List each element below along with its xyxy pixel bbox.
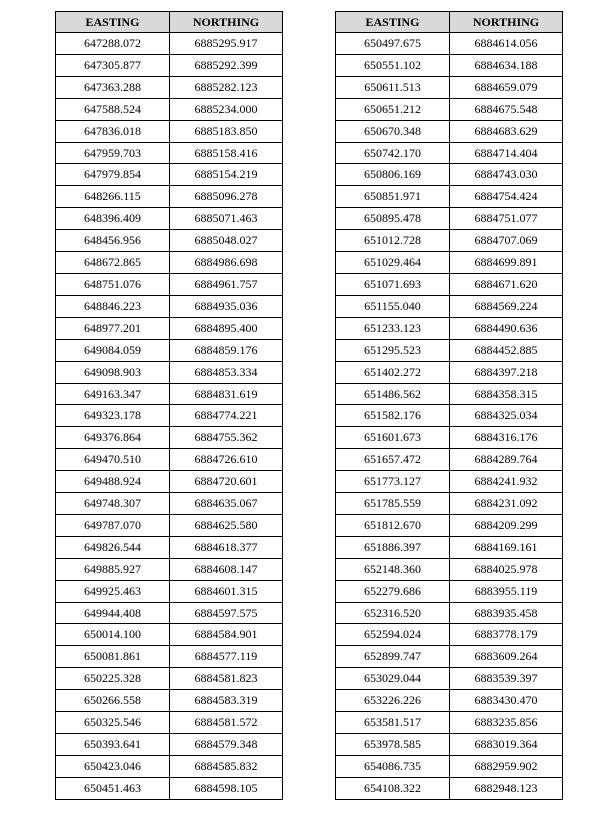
easting-cell: 651601.673 <box>336 427 450 449</box>
table-row <box>56 273 283 295</box>
northing-cell: 6884325.034 <box>450 405 563 427</box>
easting-cell: 648846.223 <box>56 295 170 317</box>
table-row <box>56 624 283 646</box>
northing-cell: 6884581.823 <box>170 668 283 690</box>
northing-cell: 6884231.092 <box>450 493 563 515</box>
table-row <box>56 646 283 668</box>
northing-cell: 6883609.264 <box>450 646 563 668</box>
table-row <box>56 230 283 252</box>
table-row <box>56 668 283 690</box>
coordinates-table-right <box>335 11 563 800</box>
easting-cell: 650806.169 <box>336 164 450 186</box>
northing-cell: 6884169.161 <box>450 536 563 558</box>
easting-cell: 649488.924 <box>56 471 170 493</box>
table-row <box>336 734 563 756</box>
table-row <box>336 712 563 734</box>
easting-cell: 652316.520 <box>336 602 450 624</box>
table-row <box>56 405 283 427</box>
northing-cell: 6884581.572 <box>170 712 283 734</box>
easting-cell: 650611.513 <box>336 76 450 98</box>
northing-cell: 6884671.620 <box>450 273 563 295</box>
northing-cell: 6884289.764 <box>450 449 563 471</box>
table-row <box>56 427 283 449</box>
northing-cell: 6884598.105 <box>170 777 283 799</box>
table-row <box>56 54 283 76</box>
northing-cell: 6884755.362 <box>170 427 283 449</box>
table-row <box>56 252 283 274</box>
table-row <box>56 120 283 142</box>
easting-cell: 650451.463 <box>56 777 170 799</box>
header-row <box>336 12 563 33</box>
easting-cell: 649925.463 <box>56 580 170 602</box>
easting-cell: 653581.517 <box>336 712 450 734</box>
northing-cell: 6884754.424 <box>450 186 563 208</box>
table-row <box>56 755 283 777</box>
table-row <box>336 317 563 339</box>
easting-cell: 650651.212 <box>336 98 450 120</box>
table-row <box>56 142 283 164</box>
easting-cell: 650423.046 <box>56 755 170 777</box>
northing-cell: 6884859.176 <box>170 339 283 361</box>
header-northing: NORTHING <box>450 12 563 33</box>
northing-cell: 6884601.315 <box>170 580 283 602</box>
northing-cell: 6884935.036 <box>170 295 283 317</box>
table-row <box>56 339 283 361</box>
table-row <box>336 668 563 690</box>
table-row <box>336 755 563 777</box>
northing-cell: 6885234.000 <box>170 98 283 120</box>
table-row <box>336 33 563 55</box>
table-row <box>336 295 563 317</box>
header-easting: EASTING <box>336 12 450 33</box>
easting-cell: 648977.201 <box>56 317 170 339</box>
easting-cell: 650325.546 <box>56 712 170 734</box>
easting-cell: 649470.510 <box>56 449 170 471</box>
table-row <box>336 514 563 536</box>
header-row <box>56 12 283 33</box>
easting-cell: 653029.044 <box>336 668 450 690</box>
easting-cell: 653978.585 <box>336 734 450 756</box>
northing-cell: 6884584.901 <box>170 624 283 646</box>
header-easting: EASTING <box>56 12 170 33</box>
table-row <box>56 558 283 580</box>
table-row <box>56 777 283 799</box>
easting-cell: 651582.176 <box>336 405 450 427</box>
easting-cell: 651657.472 <box>336 449 450 471</box>
table-row <box>56 536 283 558</box>
northing-cell: 6885183.850 <box>170 120 283 142</box>
easting-cell: 650081.861 <box>56 646 170 668</box>
northing-cell: 6884397.218 <box>450 361 563 383</box>
easting-cell: 650393.641 <box>56 734 170 756</box>
table-row <box>336 449 563 471</box>
table-row <box>56 361 283 383</box>
easting-cell: 647959.703 <box>56 142 170 164</box>
northing-cell: 6885282.123 <box>170 76 283 98</box>
easting-cell: 654108.322 <box>336 777 450 799</box>
table-row <box>336 427 563 449</box>
easting-cell: 650895.478 <box>336 208 450 230</box>
northing-cell: 6885158.416 <box>170 142 283 164</box>
northing-cell: 6883935.458 <box>450 602 563 624</box>
table-row <box>336 54 563 76</box>
table-row <box>56 580 283 602</box>
easting-cell: 651071.693 <box>336 273 450 295</box>
table-row <box>56 449 283 471</box>
northing-cell: 6884831.619 <box>170 383 283 405</box>
easting-cell: 651012.728 <box>336 230 450 252</box>
easting-cell: 650266.558 <box>56 690 170 712</box>
northing-cell: 6882959.902 <box>450 755 563 777</box>
table-row <box>336 273 563 295</box>
table-row <box>56 383 283 405</box>
easting-cell: 647305.877 <box>56 54 170 76</box>
easting-cell: 647979.854 <box>56 164 170 186</box>
northing-cell: 6884683.629 <box>450 120 563 142</box>
easting-cell: 650670.348 <box>336 120 450 142</box>
northing-cell: 6884316.176 <box>450 427 563 449</box>
easting-cell: 649787.070 <box>56 514 170 536</box>
northing-cell: 6884025.978 <box>450 558 563 580</box>
northing-cell: 6884726.610 <box>170 449 283 471</box>
northing-cell: 6884569.224 <box>450 295 563 317</box>
easting-cell: 648672.865 <box>56 252 170 274</box>
table-row <box>336 142 563 164</box>
easting-cell: 651295.523 <box>336 339 450 361</box>
table-row <box>336 76 563 98</box>
easting-cell: 653226.226 <box>336 690 450 712</box>
table-row <box>336 120 563 142</box>
coordinates-table-left <box>55 11 283 800</box>
northing-cell: 6884579.348 <box>170 734 283 756</box>
easting-cell: 651486.562 <box>336 383 450 405</box>
easting-cell: 649748.307 <box>56 493 170 515</box>
northing-cell: 6884583.319 <box>170 690 283 712</box>
table-row <box>56 602 283 624</box>
northing-cell: 6884618.377 <box>170 536 283 558</box>
easting-cell: 647288.072 <box>56 33 170 55</box>
table-row <box>336 383 563 405</box>
easting-cell: 649098.903 <box>56 361 170 383</box>
easting-cell: 649163.347 <box>56 383 170 405</box>
easting-cell: 647363.288 <box>56 76 170 98</box>
table-row <box>56 76 283 98</box>
table-row <box>56 208 283 230</box>
table-row <box>336 230 563 252</box>
easting-cell: 651785.559 <box>336 493 450 515</box>
easting-cell: 651773.127 <box>336 471 450 493</box>
northing-cell: 6884774.221 <box>170 405 283 427</box>
easting-cell: 648266.115 <box>56 186 170 208</box>
easting-cell: 648396.409 <box>56 208 170 230</box>
northing-cell: 6884634.188 <box>450 54 563 76</box>
easting-cell: 651155.040 <box>336 295 450 317</box>
table-row <box>336 361 563 383</box>
table-row <box>336 536 563 558</box>
easting-cell: 651233.123 <box>336 317 450 339</box>
easting-cell: 648751.076 <box>56 273 170 295</box>
northing-cell: 6884961.757 <box>170 273 283 295</box>
northing-cell: 6884699.891 <box>450 252 563 274</box>
northing-cell: 6884452.885 <box>450 339 563 361</box>
easting-cell: 648456.956 <box>56 230 170 252</box>
table-row <box>56 734 283 756</box>
table-row <box>56 712 283 734</box>
table-row <box>336 98 563 120</box>
northing-cell: 6884707.069 <box>450 230 563 252</box>
table-row <box>56 164 283 186</box>
easting-cell: 652279.686 <box>336 580 450 602</box>
northing-cell: 6884577.119 <box>170 646 283 668</box>
northing-cell: 6884608.147 <box>170 558 283 580</box>
northing-cell: 6884659.079 <box>450 76 563 98</box>
northing-cell: 6884853.334 <box>170 361 283 383</box>
northing-cell: 6883955.119 <box>450 580 563 602</box>
northing-cell: 6883430.470 <box>450 690 563 712</box>
table-row <box>56 295 283 317</box>
table-row <box>336 164 563 186</box>
northing-cell: 6884675.548 <box>450 98 563 120</box>
northing-cell: 6885154.219 <box>170 164 283 186</box>
northing-cell: 6884895.400 <box>170 317 283 339</box>
easting-cell: 651029.464 <box>336 252 450 274</box>
table-row <box>56 690 283 712</box>
table-row <box>56 98 283 120</box>
northing-cell: 6884614.056 <box>450 33 563 55</box>
easting-cell: 650742.170 <box>336 142 450 164</box>
easting-cell: 650225.328 <box>56 668 170 690</box>
table-row <box>336 624 563 646</box>
northing-cell: 6884720.601 <box>170 471 283 493</box>
table-row <box>336 558 563 580</box>
easting-cell: 652148.360 <box>336 558 450 580</box>
table-row <box>336 252 563 274</box>
table-row <box>336 208 563 230</box>
northing-cell: 6884585.832 <box>170 755 283 777</box>
easting-cell: 649885.927 <box>56 558 170 580</box>
northing-cell: 6884751.077 <box>450 208 563 230</box>
northing-cell: 6884209.299 <box>450 514 563 536</box>
northing-cell: 6885295.917 <box>170 33 283 55</box>
northing-cell: 6885071.463 <box>170 208 283 230</box>
table-row <box>56 471 283 493</box>
table-row <box>336 405 563 427</box>
northing-cell: 6884714.404 <box>450 142 563 164</box>
easting-cell: 647588.524 <box>56 98 170 120</box>
easting-cell: 650014.100 <box>56 624 170 646</box>
northing-cell: 6884743.030 <box>450 164 563 186</box>
northing-cell: 6884241.932 <box>450 471 563 493</box>
table-row <box>336 777 563 799</box>
easting-cell: 651402.272 <box>336 361 450 383</box>
header-northing: NORTHING <box>170 12 283 33</box>
table-row <box>336 580 563 602</box>
table-row <box>56 186 283 208</box>
easting-cell: 649944.408 <box>56 602 170 624</box>
northing-cell: 6884358.315 <box>450 383 563 405</box>
northing-cell: 6884635.067 <box>170 493 283 515</box>
table-row <box>336 339 563 361</box>
table-row <box>56 317 283 339</box>
northing-cell: 6882948.123 <box>450 777 563 799</box>
table-row <box>56 33 283 55</box>
easting-cell: 649323.178 <box>56 405 170 427</box>
easting-cell: 651886.397 <box>336 536 450 558</box>
table-row <box>336 471 563 493</box>
easting-cell: 654086.735 <box>336 755 450 777</box>
northing-cell: 6884625.580 <box>170 514 283 536</box>
northing-cell: 6885048.027 <box>170 230 283 252</box>
easting-cell: 652899.747 <box>336 646 450 668</box>
northing-cell: 6884490.636 <box>450 317 563 339</box>
northing-cell: 6885292.399 <box>170 54 283 76</box>
table-row <box>56 514 283 536</box>
easting-cell: 650497.675 <box>336 33 450 55</box>
table-row <box>336 186 563 208</box>
northing-cell: 6884986.698 <box>170 252 283 274</box>
northing-cell: 6883235.856 <box>450 712 563 734</box>
easting-cell: 650551.102 <box>336 54 450 76</box>
easting-cell: 652594.024 <box>336 624 450 646</box>
northing-cell: 6883778.179 <box>450 624 563 646</box>
easting-cell: 649376.864 <box>56 427 170 449</box>
easting-cell: 649084.059 <box>56 339 170 361</box>
northing-cell: 6884597.575 <box>170 602 283 624</box>
easting-cell: 651812.670 <box>336 514 450 536</box>
table-row <box>336 602 563 624</box>
northing-cell: 6883539.397 <box>450 668 563 690</box>
table-row <box>336 690 563 712</box>
easting-cell: 647836.018 <box>56 120 170 142</box>
table-row <box>336 493 563 515</box>
table-row <box>56 493 283 515</box>
easting-cell: 650851.971 <box>336 186 450 208</box>
northing-cell: 6885096.278 <box>170 186 283 208</box>
easting-cell: 649826.544 <box>56 536 170 558</box>
northing-cell: 6883019.364 <box>450 734 563 756</box>
table-row <box>336 646 563 668</box>
